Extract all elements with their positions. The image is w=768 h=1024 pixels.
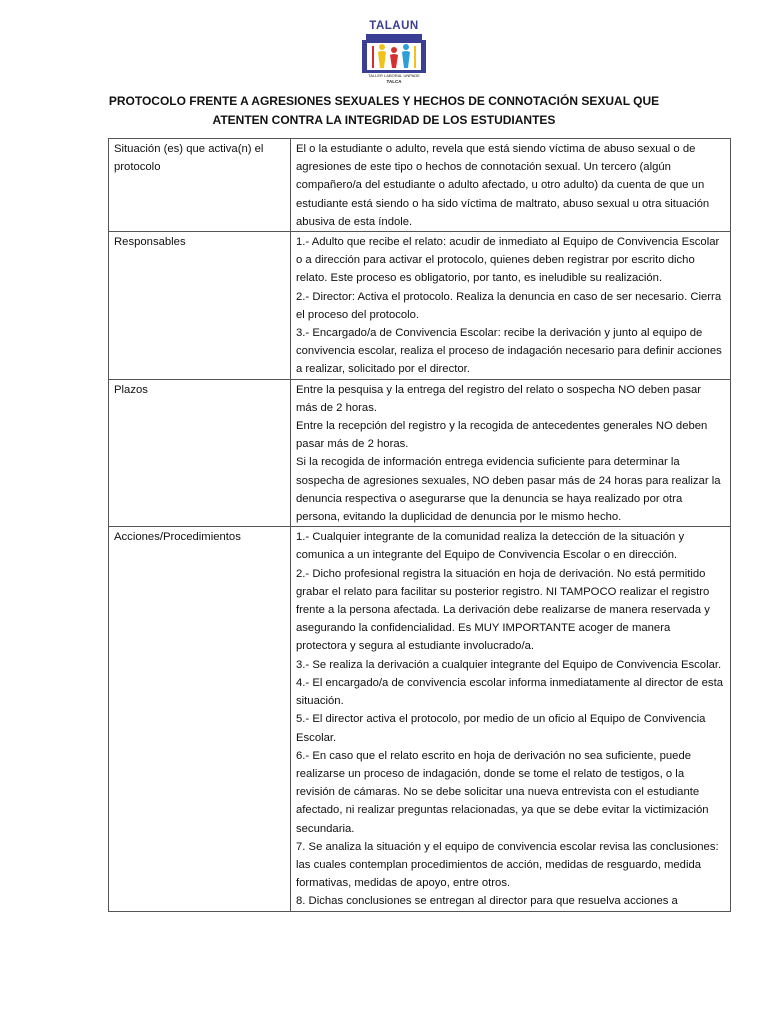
document-title [80,92,688,130]
row-text: 2.- Dicho profesional registra la situación en hoja de derivación. No está permitido grabar el relato para facilitar su posterior registro. NI TAMPOCO realizar el registro frente a la persona afectada. La derivación debe realizarse de manera reservada y asegurando la confidencialidad. Es MUY IMPORTANTE acoger de manera protectora y segura al estudiante involucrado/a. [296,567,710,653]
row-text: Entre la pesquisa y la entrega del registro del relato o sospecha NO deben pasar más de 2 horas. [296,383,702,414]
table-row-acciones [109,527,731,911]
row-label: Plazos [109,379,291,527]
row-text: 7. Se analiza la situación y el equipo de convivencia escolar revisa las conclusiones: las cuales contemplan procedimientos de acción, medidas de resguardo, medida formativas, medidas de apoyo, entre otros. [296,840,719,890]
row-content [291,139,731,232]
table-row-plazos [109,379,731,527]
row-label: Acciones/Procedimientos [109,527,291,911]
row-text: 6.- En caso que el relato escrito en hoja de derivación no sea suficiente, puede realizarse un proceso de indagación, donde se tome el relato de testigos, o la revisión de cámaras. No se debe solicitar una nueva entrevista con el estudiante afectado, ni realizar preguntas relacionadas, ya que se debe evitar la victimización secundaria. [296,749,709,835]
row-text: 1.- Cualquier integrante de la comunidad realiza la detección de la situación y comunica a un integrante del Equipo de Convivencia Escolar o en dirección. [296,531,685,562]
protocol-table [108,138,731,912]
table-row-situacion [109,139,731,232]
row-content [291,379,731,527]
row-label: Responsables [109,232,291,380]
title-line-2: ATENTEN CONTRA LA INTEGRIDAD DE LOS ESTUDIANTES [212,113,556,127]
row-text: 3.- Se realiza la derivación a cualquier integrante del Equipo de Convivencia Escolar. [296,658,722,671]
row-text: 3.- Encargado/a de Convivencia Escolar: recibe la derivación y junto al equipo de convivencia escolar, realiza el proceso de indagación necesario para definir acciones a realizar, solicitado por el director. [296,327,722,376]
logo-city: TALCA [386,79,402,84]
row-text: 4.- El encargado/a de convivencia escolar informa inmediatamente al director de esta situación. [296,676,724,708]
row-text: 1.- Adulto que recibe el relato: acudir de inmediato al Equipo de Convivencia Escolar o a dirección para activar el protocolo, quienes deben registrar por escrito dicho relato. Este proceso es obligatorio, por tanto, es ineludible su realización. [296,236,720,285]
row-content [291,232,731,380]
logo-tagline: TALLER LABORAL UNPADE [368,73,420,78]
row-text: 2.- Director: Activa el protocolo. Realiza la denuncia en caso de ser necesario. Cierra el proceso del protocolo. [296,290,722,321]
row-text: Si la recogida de información entrega evidencia suficiente para determinar la sospecha de agresiones sexuales, NO deben pasar más de 24 horas para realizar la denuncia respectiva o asegurarse que la denuncia se haya realizado por otra persona, evitando la duplicidad de denuncia por le mismo hecho. [296,456,721,524]
table-row-responsables [109,232,731,380]
row-text: 5.- El director activa el protocolo, por medio de un oficio al Equipo de Convivencia Escolar. [296,713,706,744]
talaun-logo [356,20,432,90]
row-text: El o la estudiante o adulto, revela que está siendo víctima de abuso sexual o de agresiones de este tipo o hechos de connotación sexual. Un tercero (algún compañero/a del estudiante o adulto afectado, u otro adulto) da cuenta de que un estudiante está siendo o ha sido víctima de maltrato, abuso sexual u otra situación abusiva de esta índole. [296,143,710,228]
row-text: Entre la recepción del registro y la recogida de antecedentes generales NO deben pasar más de 2 horas. [296,420,708,451]
logo-brand-text: TALAUN [369,20,419,32]
title-line-1: PROTOCOLO FRENTE A AGRESIONES SEXUALES Y HECHOS DE CONNOTACIÓN SEXUAL QUE [108,94,660,108]
row-label: Situación (es) que activa(n) el protocolo [109,139,291,232]
row-text: 8. Dichas conclusiones se entregan al director para que resuelva acciones a [296,895,678,908]
row-content [291,527,731,911]
logo-emblem-icon [360,32,428,74]
